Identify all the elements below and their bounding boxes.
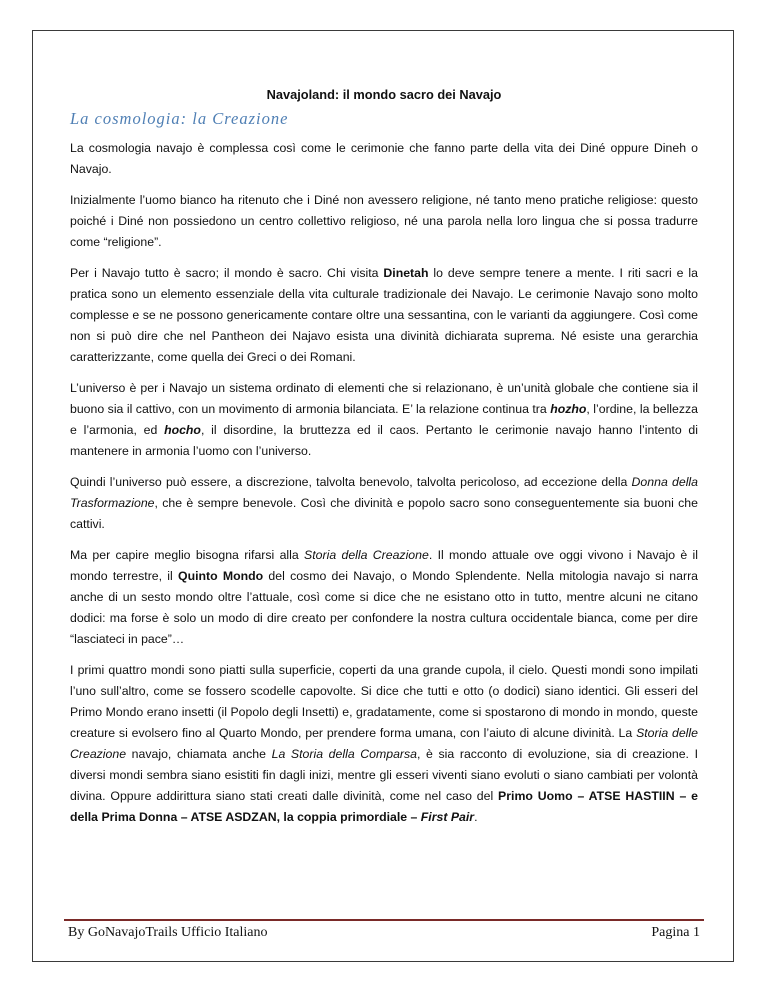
emphasis-text: Dinetah	[383, 266, 429, 280]
paragraph-text: lo deve sempre tenere a mente. I riti sacri e la pratica sono un elemento essenziale della vita culturale tradizionale dei Navajo. Le cerimonie Navajo sono molto complesse e se ne possono genericamente contare oltre una sessantina, con le varianti da aggiungere. Così come non si può dire che nel Pantheon dei Najavo esista una divinità dichiarata suprema. Né esiste una gerarchia caratterizzante, come quella dei Greci o dei Romani.	[70, 266, 698, 364]
emphasis-text: Donna della Trasformazione	[70, 475, 698, 510]
paragraph-text: , che è sempre benevole. Così che divinità e popolo sacro sono conseguentemente sia buoni che cattivi.	[70, 496, 698, 531]
emphasis-text: Primo Uomo – ATSE HASTIIN – e della Prima Donna – ATSE ASDZAN, la coppia primordiale –	[70, 789, 698, 824]
paragraph-text: del cosmo dei Navajo, o Mondo Splendente. Nella mitologia navajo si narra anche di un sesto mondo oltre l’attuale, così come si dice che ne esistano otto in tutto, mentre alcuni ne citano dodici: ma forse è solo un modo di dire creato per confondere la nostra cultura occidentale bianca, come per dire “lasciateci in pace”…	[70, 569, 698, 646]
paragraph-text: L’universo è per i Navajo un sistema ordinato di elementi che si relazionano, è un’unità globale che contiene sia il buono sia il cattivo, con un movimento di armonia bilanciata. E’ la relazione continua tra	[70, 381, 698, 416]
paragraph-text: Per i Navajo tutto è sacro; il mondo è sacro. Chi visita	[70, 266, 384, 280]
paragraph-text: Inizialmente l’uomo bianco ha ritenuto che i Diné non avessero religione, né tanto meno pratiche religiose: questo poiché i Diné non possiedono un centro collettivo religioso, né una parola nella loro lingua che si possa tradurre come “religione”.	[70, 193, 698, 249]
paragraph	[70, 190, 698, 253]
paragraph	[70, 378, 698, 462]
paragraph-text: I primi quattro mondi sono piatti sulla superficie, coperti da una grande cupola, il cielo. Questi mondi sono impilati l’uno sull’altro, come se fossero scodelle capovolte. Si dice che tutti e otto (o dodici) siano identici. Gli esseri del Primo Mondo erano insetti (il Popolo degli Insetti) e, gradatamente, come si spostarono di mondo in mondo, queste creature si evolsero fino al Quarto Mondo, per prendere forma umana, con l’aiuto di alcune divinità. La	[70, 663, 698, 740]
paragraph	[70, 263, 698, 368]
emphasis-text: Storia delle Creazione	[70, 726, 698, 761]
emphasis-text: La Storia della Comparsa	[271, 747, 418, 761]
paragraph-text: , il disordine, la bruttezza ed il caos. Pertanto le cerimonie navajo hanno l’intento di mantenere in armonia l’uomo con l’universo.	[70, 423, 698, 458]
paragraph	[70, 660, 698, 828]
footer-publisher: By GoNavajoTrails Ufficio Italiano	[68, 925, 268, 940]
paragraph-text: , l’ordine, la bellezza e l’armonia, ed	[70, 402, 699, 437]
emphasis-text: Quinto Mondo	[178, 569, 264, 583]
footer-rule	[64, 919, 704, 921]
paragraph	[70, 472, 698, 535]
section-heading: La cosmologia: la Creazione	[70, 109, 289, 128]
emphasis-text: hozho	[550, 402, 587, 416]
document-title: Navajoland: il mondo sacro dei Navajo	[266, 87, 502, 102]
paragraph	[70, 138, 698, 180]
paragraph	[70, 545, 698, 650]
paragraph-text: . Il mondo attuale ove oggi vivono i Navajo è il mondo terrestre, il	[70, 548, 698, 583]
paragraphs-container	[70, 138, 698, 828]
paragraph-text: Ma per capire meglio bisogna rifarsi alla	[70, 548, 305, 562]
emphasis-text: Storia della Creazione	[304, 548, 429, 562]
paragraph-text: .	[474, 810, 478, 824]
emphasis-text: First Pair	[420, 810, 475, 824]
document-body	[70, 84, 698, 838]
paragraph-text: navajo, chiamata anche	[126, 747, 272, 761]
paragraph-text: La cosmologia navajo è complessa così come le cerimonie che fanno parte della vita dei Diné oppure Dineh o Navajo.	[70, 141, 698, 176]
paragraph-text: Quindi l’universo può essere, a discrezione, talvolta benevolo, talvolta pericoloso, ad eccezione della	[70, 475, 632, 489]
footer-page-number: Pagina 1	[651, 925, 700, 940]
emphasis-text: hocho	[164, 423, 201, 437]
paragraph-text: , è sia racconto di evoluzione, sia di creazione. I diversi mondi sembra siano esistiti fin dagli inizi, mentre gli esseri viventi siano evoluti o siano cambiati per volontà divina. Oppure addirittura siano stati creati dalle divinità, come nel caso del	[70, 747, 698, 803]
